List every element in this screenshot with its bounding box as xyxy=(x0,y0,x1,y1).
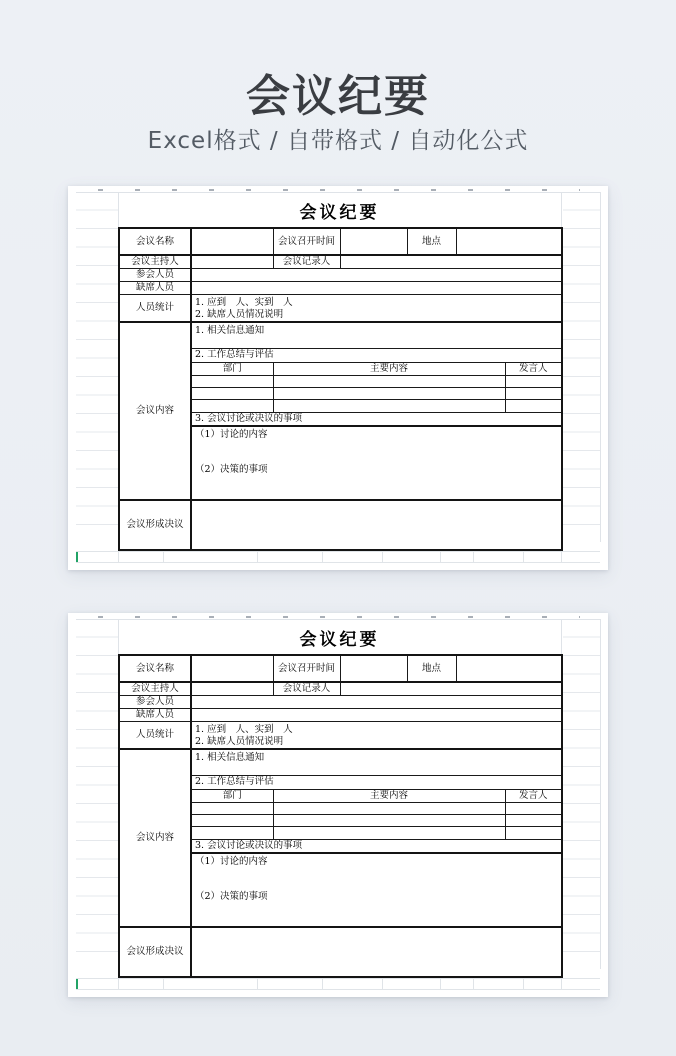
recorder-label: 会议记录人 xyxy=(273,682,340,696)
content-item-2-cell: 2. 工作总结与评估 xyxy=(191,348,562,362)
resolution-value-cell xyxy=(191,927,562,977)
meeting-name-label: 会议名称 xyxy=(119,655,191,682)
discussion-label: （1）讨论的内容 xyxy=(195,855,268,867)
speaker-row-cell xyxy=(505,399,562,412)
sheet-column-tick xyxy=(440,978,441,989)
sheet-column-tick xyxy=(561,978,562,989)
stats-line-2: 2. 缺席人员情况说明 xyxy=(195,309,284,320)
content-item-2-cell: 2. 工作总结与评估 xyxy=(191,775,562,789)
resolution-value-cell xyxy=(191,500,562,550)
resolution-label: 会议形成决议 xyxy=(119,500,191,550)
stats-line-1: 1. 应到 人、实到 人 xyxy=(195,724,293,735)
content-item-3-cell: 3. 会议讨论或决议的事项 xyxy=(191,412,562,426)
sheet-column-tick xyxy=(382,978,383,989)
dept-row-cell xyxy=(191,375,273,387)
sheet-gridline-vertical xyxy=(600,192,601,542)
speaker-row-cell xyxy=(505,826,562,839)
sheet-gridline-below xyxy=(76,978,600,979)
host-label: 会议主持人 xyxy=(119,255,191,269)
host-value-cell xyxy=(191,255,273,269)
sheet-gridline-vertical xyxy=(561,192,562,227)
sheet-column-tick xyxy=(440,551,441,562)
recorder-label: 会议记录人 xyxy=(273,255,340,269)
location-value-cell xyxy=(456,655,562,682)
sheet-gridline-vertical xyxy=(561,619,562,654)
absent-value-cell xyxy=(191,709,562,722)
sheet-column-tick xyxy=(382,551,383,562)
attendees-label: 参会人员 xyxy=(119,269,191,282)
main-content-row-cell xyxy=(273,814,505,826)
dept-row-cell xyxy=(191,399,273,412)
meeting-time-value-cell xyxy=(340,228,407,255)
sheet-gridline-vertical xyxy=(600,619,601,969)
main-content-row-cell xyxy=(273,802,505,814)
page-subtitle: Excel格式 / 自带格式 / 自动化公式 xyxy=(147,128,529,154)
stats-label: 人员统计 xyxy=(119,722,191,750)
dept-row-cell xyxy=(191,814,273,826)
speaker-header: 发言人 xyxy=(505,362,562,375)
decision-label: （2）决策的事项 xyxy=(195,463,268,475)
speaker-row-cell xyxy=(505,814,562,826)
column-boundary-ticks xyxy=(98,189,580,191)
page-title: 会议纪要 xyxy=(246,71,430,122)
content-item-1-cell: 1. 相关信息通知 xyxy=(191,322,562,348)
content-item-3-cell: 3. 会议讨论或决议的事项 xyxy=(191,839,562,853)
content-item-1-cell: 1. 相关信息通知 xyxy=(191,749,562,775)
speaker-row-cell xyxy=(505,802,562,814)
absent-label: 缺席人员 xyxy=(119,709,191,722)
sheet-gridlines-left-margin xyxy=(76,619,118,969)
sheet-column-tick xyxy=(322,978,323,989)
host-label: 会议主持人 xyxy=(119,682,191,696)
sheet-gridlines-right-margin xyxy=(563,192,600,542)
meeting-name-value-cell xyxy=(191,655,273,682)
decision-label: （2）决策的事项 xyxy=(195,890,268,902)
speaker-row-cell xyxy=(505,375,562,387)
sheet-edge-marker xyxy=(76,979,78,989)
absent-value-cell xyxy=(191,282,562,295)
location-label: 地点 xyxy=(407,228,456,255)
meeting-minutes-table xyxy=(118,654,563,978)
stats-line-2: 2. 缺席人员情况说明 xyxy=(195,736,284,747)
stats-content-cell xyxy=(191,722,562,750)
template-preview-card-2[interactable] xyxy=(68,613,608,997)
sheet-gridlines-right-margin xyxy=(563,619,600,969)
sheet-column-tick xyxy=(523,551,524,562)
main-content-row-cell xyxy=(273,399,505,412)
meeting-time-label: 会议召开时间 xyxy=(273,655,340,682)
column-boundary-ticks xyxy=(98,616,580,618)
discussion-decision-cell xyxy=(191,853,562,927)
dept-row-cell xyxy=(191,387,273,399)
sheet-column-tick xyxy=(118,978,119,989)
main-content-header: 主要内容 xyxy=(273,789,505,802)
template-preview-card-1[interactable] xyxy=(68,186,608,570)
speaker-row-cell xyxy=(505,387,562,399)
stats-line-1: 1. 应到 人、实到 人 xyxy=(195,297,293,308)
sheet-column-tick xyxy=(561,551,562,562)
sheet-column-tick xyxy=(322,551,323,562)
resolution-label: 会议形成决议 xyxy=(119,927,191,977)
attendees-value-cell xyxy=(191,269,562,282)
main-content-header: 主要内容 xyxy=(273,362,505,375)
dept-row-cell xyxy=(191,826,273,839)
sheet-gridline-below xyxy=(76,562,600,563)
stats-label: 人员统计 xyxy=(119,295,191,323)
sheet-edge-marker xyxy=(76,552,78,562)
discussion-label: （1）讨论的内容 xyxy=(195,428,268,440)
discussion-decision-cell xyxy=(191,426,562,500)
recorder-value-cell xyxy=(340,255,562,269)
dept-header: 部门 xyxy=(191,789,273,802)
sheet-title: 会议纪要 xyxy=(299,630,380,650)
stats-content-cell xyxy=(191,295,562,323)
sheet-column-tick xyxy=(523,978,524,989)
meeting-minutes-table xyxy=(118,227,563,551)
sheet-gridlines-left-margin xyxy=(76,192,118,542)
sheet-gridline-top xyxy=(76,192,600,193)
speaker-header: 发言人 xyxy=(505,789,562,802)
dept-row-cell xyxy=(191,802,273,814)
dept-header: 部门 xyxy=(191,362,273,375)
main-content-row-cell xyxy=(273,387,505,399)
absent-label: 缺席人员 xyxy=(119,282,191,295)
sheet-title: 会议纪要 xyxy=(299,203,380,223)
sheet-column-tick xyxy=(473,551,474,562)
meeting-time-value-cell xyxy=(340,655,407,682)
location-label: 地点 xyxy=(407,655,456,682)
recorder-value-cell xyxy=(340,682,562,696)
attendees-value-cell xyxy=(191,696,562,709)
sheet-column-tick xyxy=(257,551,258,562)
content-label: 会议内容 xyxy=(119,749,191,927)
sheet-column-tick xyxy=(473,978,474,989)
location-value-cell xyxy=(456,228,562,255)
main-content-row-cell xyxy=(273,375,505,387)
attendees-label: 参会人员 xyxy=(119,696,191,709)
main-content-row-cell xyxy=(273,826,505,839)
meeting-name-value-cell xyxy=(191,228,273,255)
sheet-column-tick xyxy=(163,978,164,989)
sheet-column-tick xyxy=(163,551,164,562)
sheet-gridline-below xyxy=(76,989,600,990)
meeting-name-label: 会议名称 xyxy=(119,228,191,255)
meeting-time-label: 会议召开时间 xyxy=(273,228,340,255)
sheet-gridline-below xyxy=(76,551,600,552)
content-label: 会议内容 xyxy=(119,322,191,500)
sheet-gridline-top xyxy=(76,619,600,620)
host-value-cell xyxy=(191,682,273,696)
sheet-column-tick xyxy=(118,551,119,562)
sheet-column-tick xyxy=(257,978,258,989)
